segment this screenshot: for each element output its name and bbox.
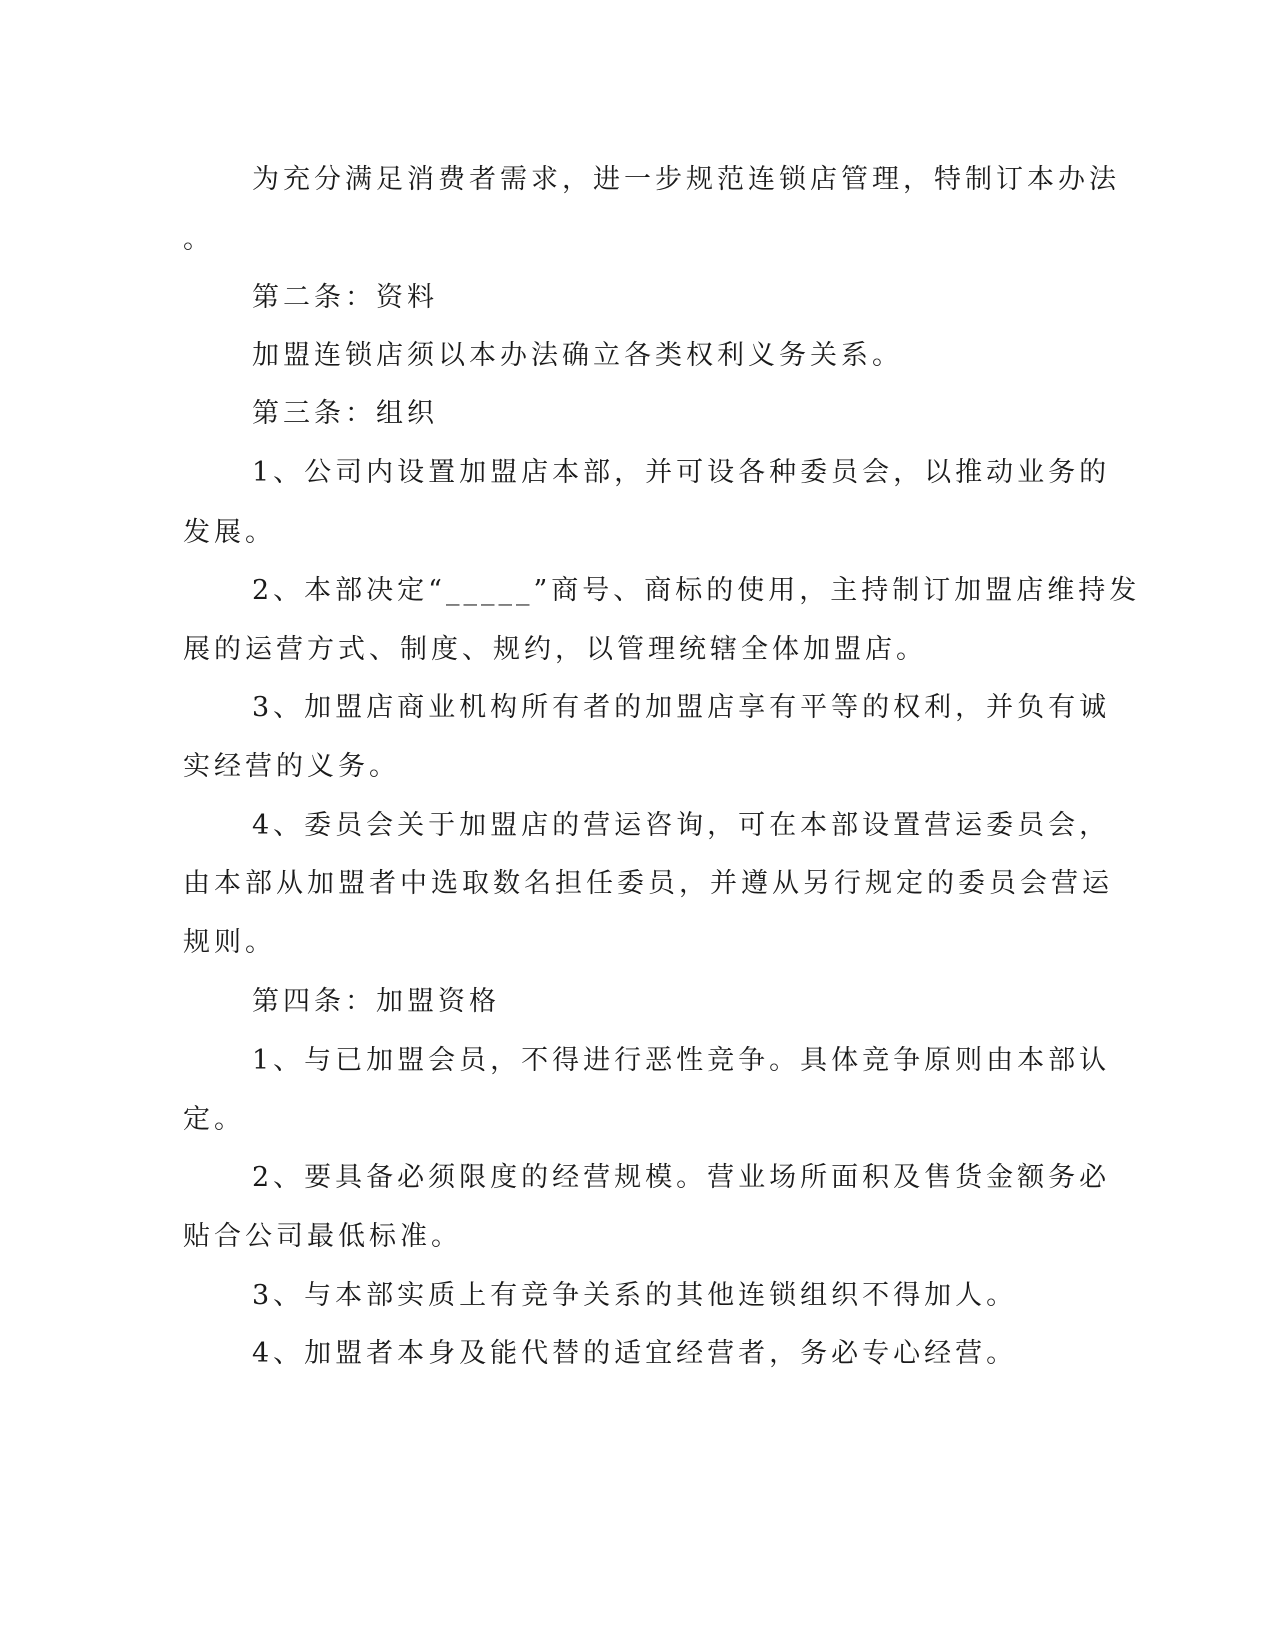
paragraph-line: 2、要具备必须限度的经营规模。营业场所面积及售货金额务必	[252, 1162, 1111, 1193]
paragraph-line: 实经营的义务。	[183, 751, 400, 782]
paragraph-line: 为充分满足消费者需求，进一步规范连锁店管理，特制订本办法	[252, 164, 1120, 195]
paragraph-line: 1、公司内设置加盟店本部，并可设各种委员会，以推动业务的	[252, 457, 1111, 488]
paragraph-line: 3、与本部实质上有竞争关系的其他连锁组织不得加人。	[252, 1280, 1018, 1311]
paragraph-line: 展的运营方式、制度、规约，以管理统辖全体加盟店。	[183, 634, 927, 665]
paragraph-line: 规则。	[183, 927, 276, 958]
paragraph-line: 3、加盟店商业机构所有者的加盟店享有平等的权利，并负有诚	[252, 692, 1111, 723]
paragraph-line: 2、本部决定“_____”商号、商标的使用，主持制订加盟店维持发	[252, 575, 1141, 606]
section-heading: 第二条：资料	[252, 282, 438, 313]
paragraph-line: 定。	[183, 1104, 245, 1135]
paragraph-line: 贴合公司最低标准。	[183, 1221, 462, 1252]
paragraph-line: 加盟连锁店须以本办法确立各类权利义务关系。	[252, 340, 903, 371]
paragraph-line: 4、委员会关于加盟店的营运咨询，可在本部设置营运委员会，	[252, 810, 1111, 841]
section-heading: 第三条：组织	[252, 398, 438, 429]
paragraph-line: 。	[183, 224, 214, 255]
paragraph-line: 1、与已加盟会员，不得进行恶性竞争。具体竞争原则由本部认	[252, 1045, 1111, 1076]
section-heading: 第四条：加盟资格	[252, 986, 500, 1017]
paragraph-line: 发展。	[183, 517, 276, 548]
paragraph-line: 4、加盟者本身及能代替的适宜经营者，务必专心经营。	[252, 1338, 1018, 1369]
paragraph-line: 由本部从加盟者中选取数名担任委员，并遵从另行规定的委员会营运	[183, 868, 1113, 899]
